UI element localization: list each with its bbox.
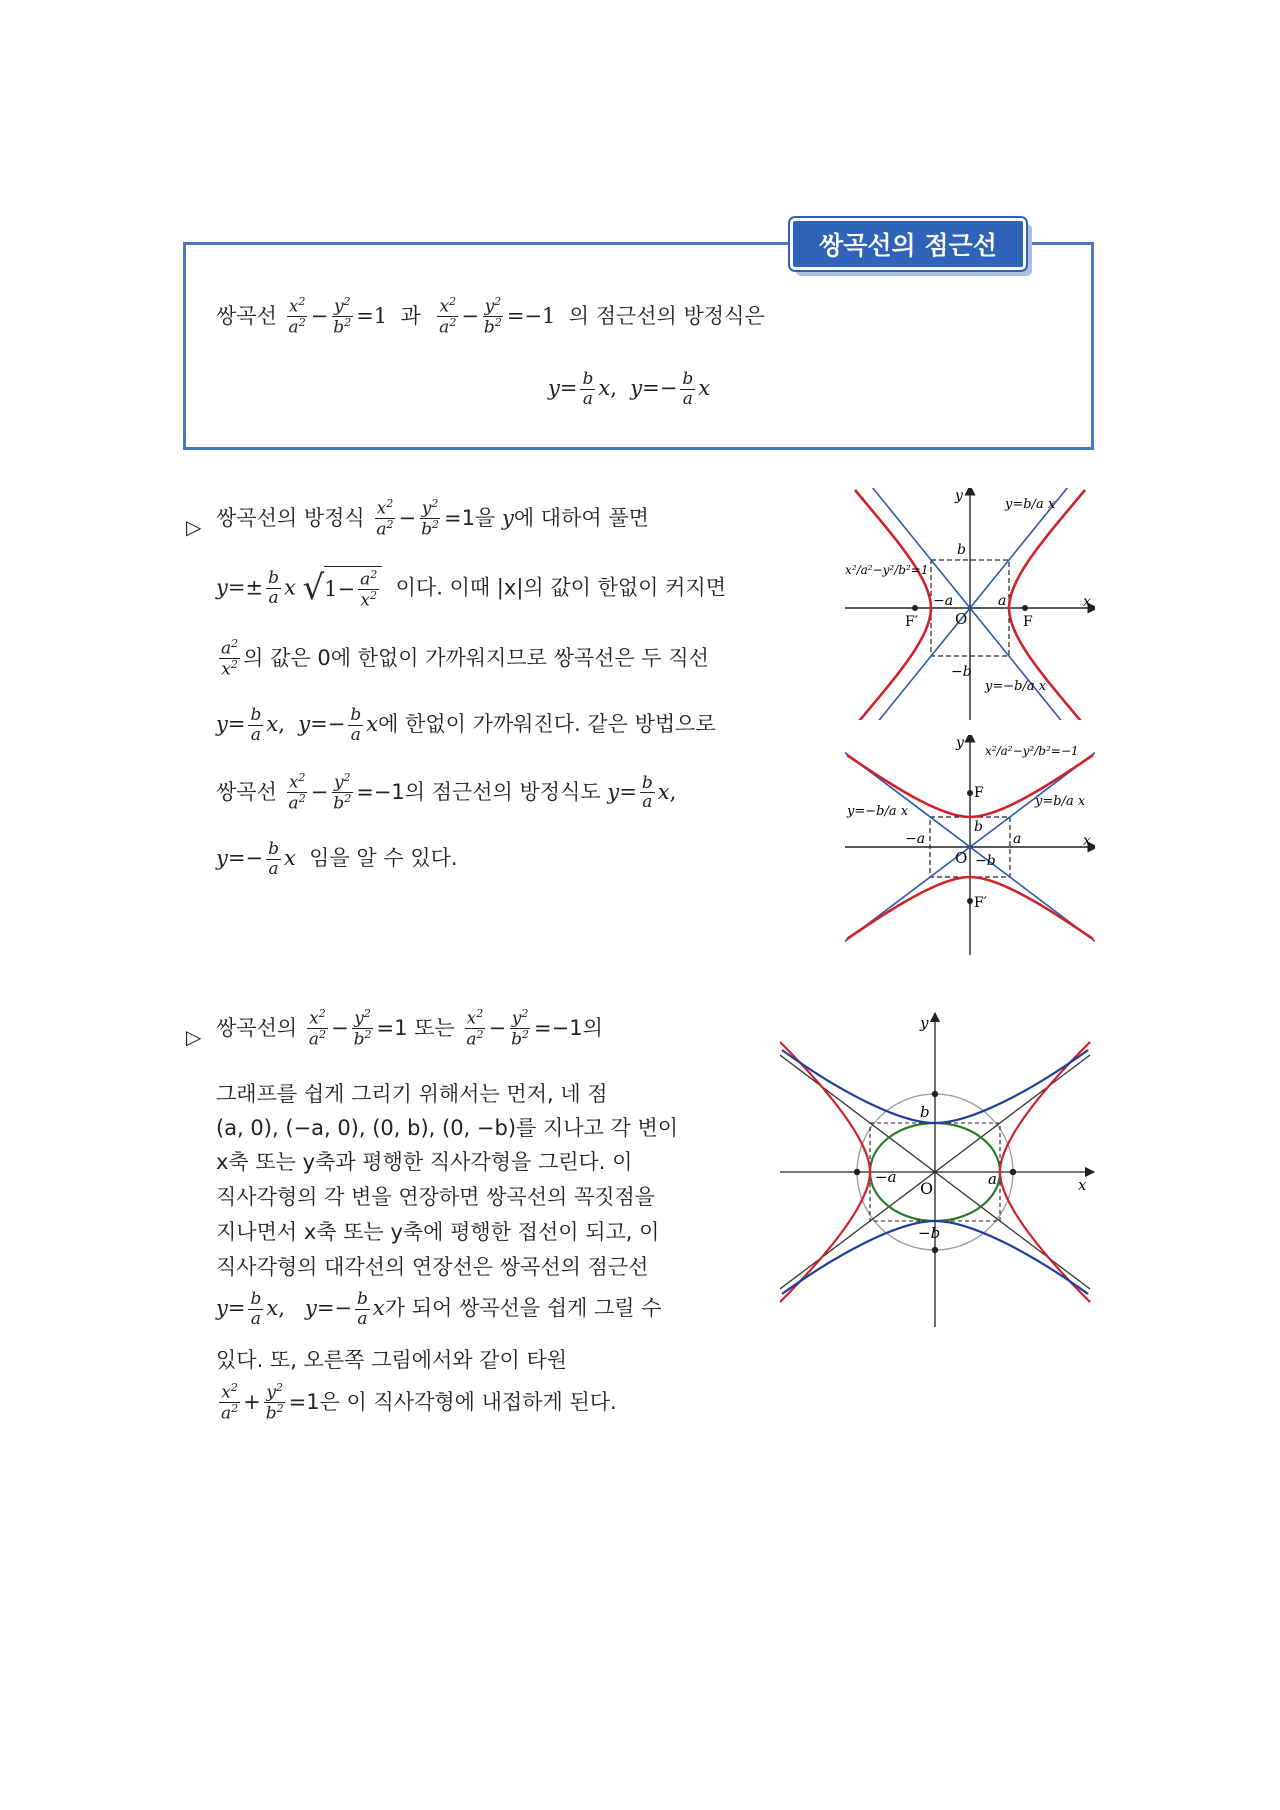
frac: $\frac{y^2}{b^2}$ [483, 295, 502, 338]
label-Fp: F′ [974, 895, 987, 911]
label-y: y [955, 488, 963, 504]
box-line-1: 쌍곡선 $\frac{x^2}{a^2}$ − $\frac{y^2}{b^2}$ =1 과 $\frac{x^2}{a^2}$ − $\frac{y^2}{b^2}$ =−1 의 점근선의 방정식은 [216, 295, 765, 338]
s1-l1-pre: 쌍곡선의 방정식 [216, 505, 365, 530]
focus-F [967, 790, 973, 796]
frac: $\frac{x^2}{a^2}$ [466, 1007, 484, 1050]
label-b: b [974, 819, 983, 835]
s1-line-3 [216, 638, 709, 680]
s1-l1-post-a: =1을 [444, 505, 496, 530]
label-y: y [920, 1014, 929, 1032]
frac: $\frac{b}{a}$ [268, 839, 279, 879]
label-x: x [1083, 833, 1091, 849]
label-Fp: F′ [905, 614, 918, 630]
label-b: b [957, 542, 966, 558]
frac: $\frac{b}{a}$ [250, 1289, 262, 1329]
s2-line-3: (a, 0), (−a, 0), (0, b), (0, −b)를 지나고 각 변이 [216, 1116, 679, 1140]
section1-marker: ▷ [186, 515, 202, 539]
label-equation: x²/a²−y²/b²=−1 [985, 744, 1079, 758]
label-a: a [998, 593, 1007, 609]
s1-l1-y: y [501, 505, 514, 530]
frac: $\frac{b}{a}$ [268, 568, 279, 608]
s2-line-5: 직사각형의 각 변을 연장하면 쌍곡선의 꼭짓점을 [216, 1185, 656, 1209]
label-asym-neg: y=−b/a x [985, 679, 1047, 694]
frac: $\frac{x^2}{a^2}$ [288, 771, 306, 814]
definition-box [183, 242, 1094, 450]
label-neg-b: −b [918, 1224, 941, 1242]
label-y: y [956, 735, 964, 751]
frac: $\frac{y^2}{b^2}$ [333, 295, 352, 338]
s1-l4-post: 에 한없이 가까워진다. 같은 방법으로 [378, 712, 716, 737]
s1-line-2: y=± $\frac{b}{a}$ x √1− $\frac{a^2}{x^2}$ 이다. 이때 |x|의 값이 한없이 커지면 [216, 568, 726, 611]
label-neg-b: −b [951, 664, 972, 680]
label-asym-pos: y=b/a x [1005, 497, 1056, 512]
box-asymptote-eq: y= $\frac{b}{a}$ x, y=− $\frac{b}{a}$ x [548, 369, 711, 409]
frac: $\frac{y^2}{b^2}$ [353, 1007, 372, 1050]
s2-l1-post: =−1의 [534, 1015, 603, 1040]
figure-hyperbola-vertical [845, 735, 1095, 955]
focus-F [1022, 605, 1028, 611]
eq1-rhs: =1 [356, 303, 388, 328]
frac: $\frac{a^2}{x^2}$ [221, 637, 239, 680]
s1-line-1: 쌍곡선의 방정식 $\frac{x^2}{a^2}$ − $\frac{y^2}{b^2}$ =1을 y에 대하여 풀면 [216, 497, 649, 540]
section2-marker: ▷ [186, 1025, 202, 1049]
s1-l5-pre: 쌍곡선 [216, 779, 277, 804]
label-neg-a: −a [933, 593, 954, 609]
asym-sep: , [610, 376, 617, 401]
frac: $\frac{y^2}{b^2}$ [511, 1007, 530, 1050]
s1-line-6: y=− $\frac{b}{a}$ x 임을 알 수 있다. [216, 839, 458, 879]
frac: $\frac{x^2}{a^2}$ [221, 1381, 239, 1424]
point-a [1010, 1169, 1016, 1175]
s2-l10-post: =1은 이 직사각형에 내접하게 된다. [288, 1389, 617, 1414]
s2-line-4: x축 또는 y축과 평행한 직사각형을 그린다. 이 [216, 1150, 633, 1174]
frac: $\frac{x^2}{a^2}$ [376, 497, 394, 540]
focus-Fp [912, 605, 918, 611]
label-x: x [1083, 594, 1091, 610]
point-neg-b [932, 1247, 938, 1253]
box-tail: 의 점근선의 방정식은 [568, 303, 765, 328]
frac: $\frac{b}{a}$ [357, 1289, 368, 1329]
s1-line-5: 쌍곡선 $\frac{x^2}{a^2}$ − $\frac{y^2}{b^2}$ =−1의 점근선의 방정식도 y= $\frac{b}{a}$ x, [216, 771, 677, 814]
box-intro: 쌍곡선 [216, 303, 277, 328]
s2-line-1: 쌍곡선의 $\frac{x^2}{a^2}$ − $\frac{y^2}{b^2}$ =1 또는 $\frac{x^2}{a^2}$ − $\frac{y^2}{b^2}$ =−1의 [216, 1007, 603, 1050]
s2-line-9: 있다. 또, 오른쪽 그림에서와 같이 타원 [216, 1348, 568, 1372]
frac: $\frac{b}{a}$ [582, 369, 594, 409]
focus-Fp [967, 898, 973, 904]
frac: $\frac{b}{a}$ [350, 705, 362, 745]
s1-line-4: y= $\frac{b}{a}$ x, y=− $\frac{b}{a}$ x에 한없이 가까워진다. 같은 방법으로 [216, 705, 716, 745]
frac: $\frac{a^2}{x^2}$ [360, 568, 378, 611]
frac: $\frac{x^2}{a^2}$ [288, 295, 306, 338]
figure-hyperbola-horizontal [845, 488, 1095, 720]
s1-l2-post: 이다. 이때 |x|의 값이 한없이 커지면 [395, 575, 726, 600]
frac: $\frac{b}{a}$ [682, 369, 694, 409]
frac: $\frac{y^2}{b^2}$ [421, 497, 440, 540]
s2-line-2: 그래프를 쉽게 그리기 위해서는 먼저, 네 점 [216, 1082, 608, 1106]
frac: $\frac{x^2}{a^2}$ [308, 1007, 326, 1050]
s1-l6-post: 임을 알 수 있다. [309, 846, 458, 871]
label-asym-pos: y=b/a x [1035, 794, 1086, 809]
label-x: x [1078, 1176, 1087, 1194]
s1-l5-mid: =−1의 점근선의 방정식도 [356, 779, 601, 804]
point-b [932, 1091, 938, 1097]
label-O: O [920, 1179, 934, 1198]
s2-line-7: 직사각형의 대각선의 연장선은 쌍곡선의 점근선 [216, 1255, 649, 1279]
frac: $\frac{x^2}{a^2}$ [439, 295, 457, 338]
frac: $\frac{y^2}{b^2}$ [265, 1381, 284, 1424]
label-neg-a: −a [905, 831, 926, 847]
figure-hyperbolas-ellipse [780, 1012, 1095, 1332]
s2-line-6: 지나면서 x축 또는 y축에 평행한 접선이 되고, 이 [216, 1220, 660, 1244]
s2-line-8: y= $\frac{b}{a}$ x, y=− $\frac{b}{a}$ x가 되어 쌍곡선을 쉽게 그릴 수 [216, 1289, 662, 1329]
frac: $\frac{y^2}{b^2}$ [333, 771, 352, 814]
label-neg-a: −a [875, 1168, 897, 1186]
s2-l1-pre: 쌍곡선의 [216, 1015, 298, 1040]
label-F: F [1023, 614, 1033, 630]
eq2-rhs: =−1 [506, 303, 556, 328]
label-O: O [955, 610, 968, 628]
s2-l8-post: 가 되어 쌍곡선을 쉽게 그릴 수 [384, 1296, 662, 1321]
minus-sign: − [659, 376, 678, 401]
s2-l1-mid: =1 또는 [376, 1015, 455, 1040]
frac: $\frac{b}{a}$ [250, 705, 262, 745]
label-neg-b: −b [975, 853, 996, 869]
s1-l1-post-b: 에 대하여 풀면 [513, 505, 649, 530]
label-a: a [1013, 831, 1022, 847]
box-conj: 과 [400, 303, 421, 328]
label-b: b [920, 1103, 930, 1121]
label-asym-neg: y=−b/a x [847, 804, 909, 819]
label-F: F [974, 785, 984, 801]
label-equation: x²/a²−y²/b²=1 [845, 563, 929, 577]
box-title: 쌍곡선의 점근선 [790, 218, 1026, 270]
s2-line-10: $\frac{x^2}{a^2}$ + $\frac{y^2}{b^2}$ =1은 이 직사각형에 내접하게 된다. [221, 1381, 617, 1424]
point-neg-a [854, 1169, 860, 1175]
hyperbola-branch-left [855, 490, 931, 720]
frac: $\frac{b}{a}$ [641, 772, 653, 813]
label-O: O [955, 849, 968, 867]
s1-l3-post: 의 값은 0에 한없이 가까워지므로 쌍곡선은 두 직선 [243, 645, 709, 670]
label-a: a [988, 1170, 997, 1188]
